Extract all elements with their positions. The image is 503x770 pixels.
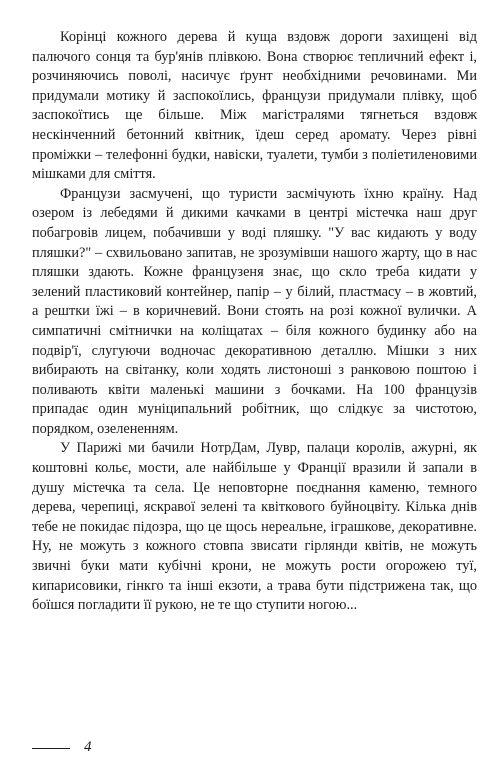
page-number: 4 bbox=[84, 738, 92, 755]
paragraph-1: Корінці кожного дерева й куща вздовж дороги захищені від палючого сонця та бур'янів плівкою. Вона створює тепличний ефект і, розчиняючись поволі, насичує ґрунт необхідними речовинами. Ми придумали мотику й заспокоїлись, французи придумали плівку, щоб заспокоїтись ще більше. Між магістралями тягнеться вздовж нескінченний бетонний квітник, їдеш серед аромату. Через рівні проміжки – телефонні будки, навіски, туалети, тумби з поліетиленовими мішками для сміття. bbox=[32, 29, 477, 183]
paragraph-3: У Парижі ми бачили НотрДам, Лувр, палаци королів, ажурні, як коштовні кольє, мости, але найбільше у Франції вразили й запали в душу містечка та села. Це неповторне поєднання каменю, темного дерева, черепиці, яскравої зелені та квіткового буйноцвіту. Кілька днів тебе не покидає підозра, що це щось нереальне, іграшкове, декоративне. Ну, не можуть з кожного стовпа звисати гірлянди квітів, не можуть звичні буки мати кубічні крони, не можуть рости огорожею туї, кипарисовики, гінкго та інші екзоти, а трава бути підстрижена так, що боїшся погладити її рукою, не те що ступити ногою... bbox=[32, 440, 477, 614]
page-body bbox=[32, 28, 477, 616]
paragraph-2: Французи засмучені, що туристи засмічують їхню країну. Над озером із лебедями й дикими качками в центрі містечка наш друг побагровів лицем, побачивши у воді пляшку. "У вас кидають у воду пляшки?" – схвильовано запитав, не зрозумівши нашого жарту, що в нас пляшки здають. Кожне французеня знає, що скло треба кидати у зелений пластиковий контейнер, папір – у білий, пластмасу – в жовтий, а рештки їжі – в коричневий. Вони стоять на розі кожної вулички. А симпатичні смітнички на коліщатах – біля кожного будинку або на подвір'ї, слугуючи водночас декоративною деталлю. Мішки з них вибирають на світанку, коли ходять листоноші з ранковою поштою і поливають квіти маленькі машини з бочками. На 100 французів припадає один муніципальний робітник, що слідкує за чистотою, порядком, озелененням. bbox=[32, 185, 477, 437]
page-footer bbox=[32, 738, 92, 756]
footer-rule bbox=[32, 748, 70, 749]
